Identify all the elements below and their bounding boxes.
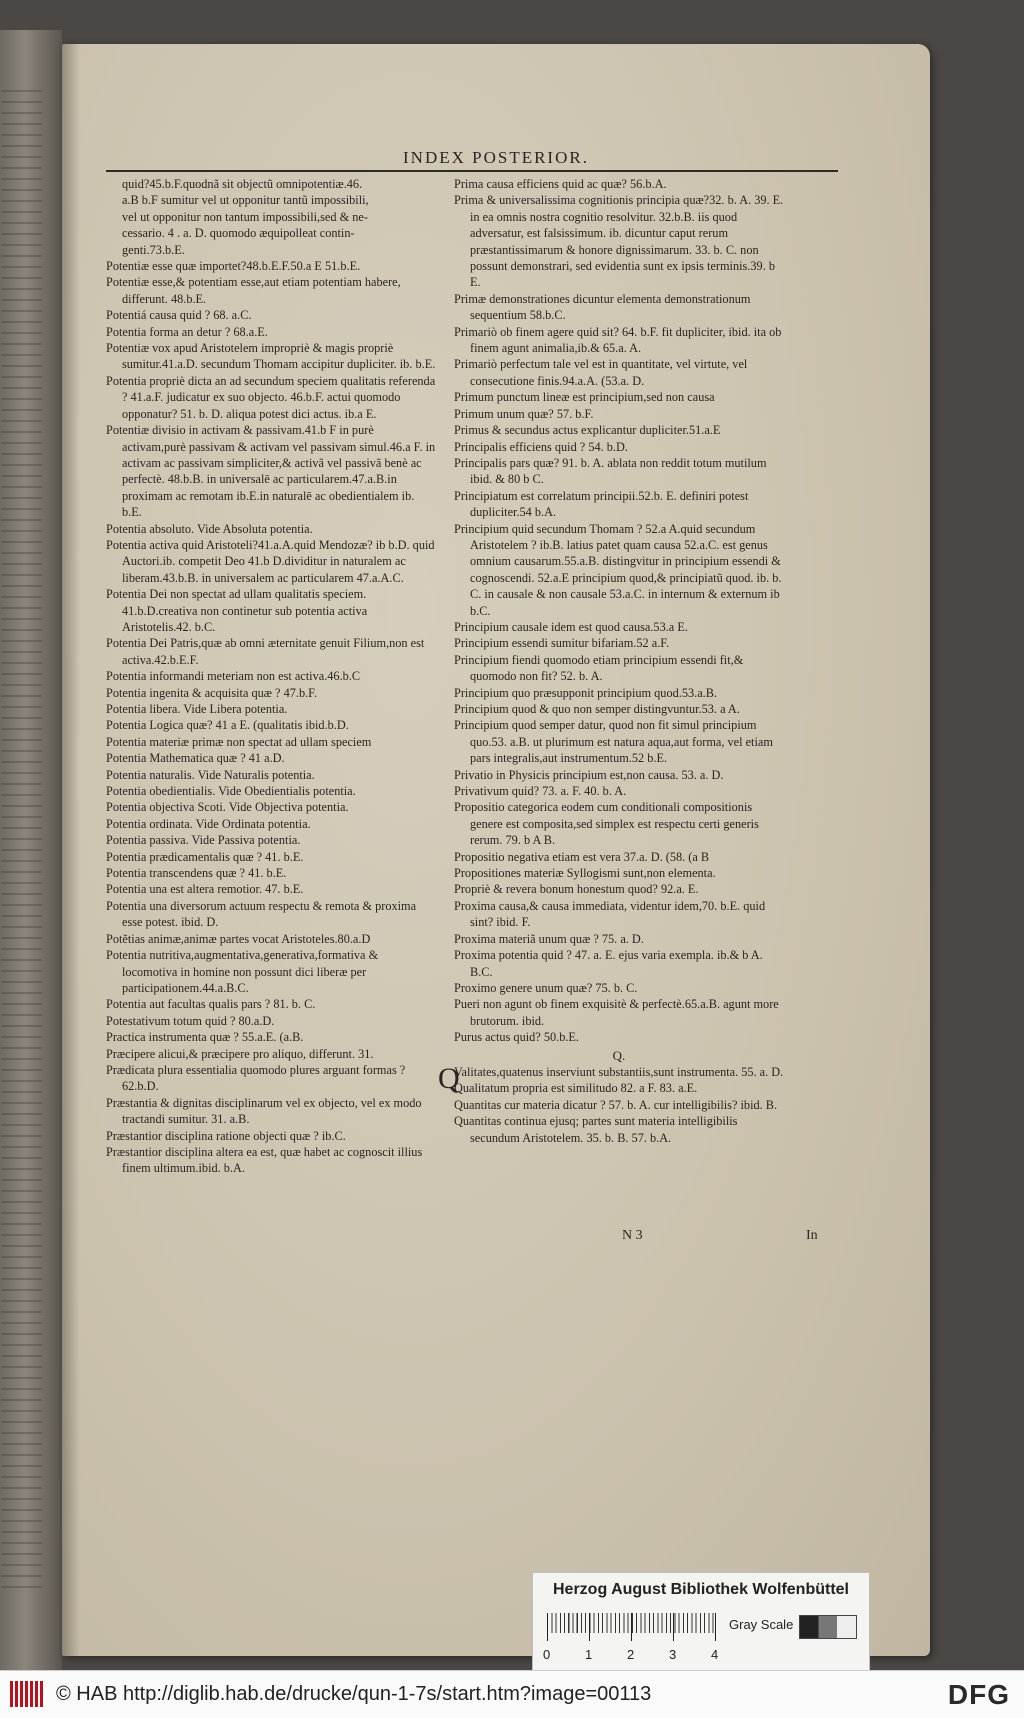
index-entry: Pueri non agunt ob finem exquisitè & perfectè.65.a.B. agunt more brutorum. ibid. — [454, 997, 779, 1028]
index-entry: Propositio negativa etiam est vera 37.a. D. (58. (a B — [454, 849, 710, 864]
index-entry: Principium quod & quo non semper distingvuntur.53. a A. — [454, 702, 740, 716]
index-entry: Principium fiendi quomodo etiam principium essendi fit,& quomodo non fit? 52. b. A. — [454, 652, 744, 684]
index-entry: Potentiæ esse quæ importet?48.b.E.F.50.a E 51.b.E. — [106, 259, 361, 274]
index-entry: Principium quod semper datur, quod non fit simul principium quo.53. a.B. ut plurimum est natura aqua,aut forma, vel etiam pars integralis,aut instrumentum.52 b.E. — [454, 718, 773, 766]
ruler-number: 4 — [711, 1647, 719, 1662]
index-entry: Potentiæ divisio in activam & passivam.41.b F in purè activam,purè passivam & activam vel passivam simul.46.a F. in activam ac passivam simpliciter,& activã vel passivã benè ac perfectè. 48.b.B. in universalē ac particularem.47.a.B.in proximam ac remotam ib.E.in naturalē ac obedientialem ib. b.E. — [106, 423, 436, 520]
index-entry: Qualitatum propria est similitudo 82. a F. 83. a.E. — [454, 1081, 698, 1096]
index-entry: Principium quid secundum Thomam ? 52.a A.quid secundum Aristotelem ? ib.B. latius patet quam causa 52.a.C. est genus omnium causarum.55.a.B. distingvitur in principium essendi & cognoscendi. 52.a.E principium quod,& principiatũ quod. ib. b. C. in causale & non causale 53.a.C. in internum & externum ib b.C. — [454, 521, 782, 618]
index-entry: Principalis efficiens quid ? 54. b.D. — [454, 439, 628, 454]
index-entry: Proximo genere unum quæ? 75. b. C. — [454, 980, 638, 995]
index-entry: Principium causale idem est quod causa.53.a E. — [454, 619, 688, 634]
index-entry: Præstantia & dignitas disciplinarum vel ex objecto, vel ex modo tractandi sumitur. 31. a.B. — [106, 1095, 422, 1127]
ruler-scale — [547, 1613, 717, 1643]
index-entry: Proxima materiã unum quæ ? 75. a. D. — [454, 931, 644, 946]
index-entry: quid?45.b.F.quodnã sit objectũ omnipotentiæ.46. — [122, 177, 363, 191]
index-entry: Primum punctum lineæ est principium,sed non causa — [454, 390, 715, 405]
index-entry: Potentia propriè dicta an ad secundum speciem qualitatis referenda ? 41.a.F. judicatur ex suo objecto. 46.b.F. actui quomodo opponatur? 51. b. D. aliqua potest dici actus. ib.a E. — [106, 373, 436, 421]
index-entry: Potentia una diversorum actuum respectu & remota & proxima esse potest. ibid. D. — [106, 898, 417, 930]
index-entry: Potentia aut facultas qualis pars ? 81. b. C. — [106, 997, 316, 1012]
index-entry: Potentia Dei non spectat ad ullam qualitatis speciem. 41.b.D.creativa non continetur sub potentia activa Aristotelis.42. b.C. — [106, 587, 368, 634]
index-entry: Principium quo præsupponit principium quod.53.a.B. — [454, 685, 718, 700]
ruler-number: 3 — [669, 1647, 677, 1662]
index-entry: Prædicata plura essentialia quomodo plures arguant formas ? 62.b.D. — [106, 1062, 406, 1094]
index-entry: Potentia objectiva Scoti. Vide Objectiva potentia. — [106, 800, 349, 815]
copyright-link[interactable]: © HAB http://diglib.hab.de/drucke/qun-1-7s/start.htm?image=00113 — [56, 1683, 652, 1705]
dfg-logo[interactable]: DFG — [947, 1679, 1010, 1710]
index-entry: Potentia transcendens quæ ? 41. b.E. — [106, 866, 287, 881]
ruler-number: 0 — [543, 1647, 551, 1662]
book-page — [62, 44, 930, 1656]
index-entry: Potentia forma an detur ? 68.a.E. — [106, 324, 268, 339]
index-entry: Potentiá causa quid ? 68. a.C. — [106, 308, 252, 323]
index-entry: Potentia una est altera remotior. 47. b.E. — [106, 882, 304, 897]
index-entry: Potentiæ vox apud Aristotelem impropriè & magis propriè sumitur.41.a.D. secundum Thomam accipitur dupliciter. ib. b.E. — [106, 341, 436, 372]
index-entry: Principalis pars quæ? 91. b. A. ablata non reddit totum mutilum ibid. & 80 b C. — [454, 455, 767, 487]
index-entry: Potentia Logica quæ? 41 a E. (qualitatis ibid.b.D. — [106, 718, 349, 733]
index-entry: Potentia Mathematica quæ ? 41 a.D. — [106, 751, 285, 766]
ruler-numbers — [541, 1647, 731, 1663]
index-entry-text: Valitates,quatenus inserviunt substantiis,sunt instrumenta. 55. a. D. — [454, 1064, 784, 1079]
index-entry: Quantitas continua ejusq; partes sunt materia intelligibilis secundum Aristotelem. 35. b. B. 57. b.A. — [454, 1114, 738, 1145]
gray-scale-swatch — [799, 1615, 857, 1639]
section-letter: Q. — [612, 1047, 626, 1063]
index-entry: Propositio categorica eodem cum conditionali compositionis genere est composita,sed simplex est respectu certi generis rerum. 79. b A B. — [454, 800, 759, 848]
header-rule — [106, 170, 838, 172]
index-entry: Potentia naturalis. Vide Naturalis potentia. — [106, 767, 315, 782]
previous-page-edge — [0, 30, 62, 1670]
index-entry: Primus & secundus actus explicantur dupliciter.51.a.E — [454, 423, 721, 438]
index-entry: Privativum quid? 73. a. F. 40. b. A. — [454, 784, 627, 799]
hab-barcode-logo-icon[interactable] — [10, 1681, 44, 1707]
ruler-number: 1 — [585, 1647, 593, 1662]
footer-bar — [0, 1670, 1024, 1718]
index-entry: Principium essendi sumitur bifariam.52 a.F. — [454, 636, 670, 651]
right-column — [438, 176, 784, 1146]
gray-scale-label: Gray Scale — [729, 1617, 794, 1632]
index-entry: Primum unum quæ? 57. b.F. — [454, 406, 594, 421]
color-target-card — [532, 1572, 870, 1672]
gutter-shadow — [62, 44, 80, 1656]
index-entry: Potentia nutritiva,augmentativa,generativa,formativa & locomotiva in homine non possunt dici liberæ per participationem.44.a.B.C. — [106, 948, 379, 995]
index-entry: Privatio in Physicis principium est,non causa. 53. a. D. — [454, 767, 724, 782]
index-entry: a.B b.F sumitur vel ut opponitur tantũ impossibili, — [122, 193, 369, 208]
ruler-number: 2 — [627, 1647, 635, 1662]
index-entry: Proxima causa,& causa immediata, videntur idem,70. b.E. quid sint? ibid. F. — [454, 898, 766, 930]
index-entry: Prima & universalissima cognitionis principia quæ?32. b. A. 39. E. in ea omnis nostra cognitio resolvitur. 32.b.B. iis quod adversatur, est falsissimum. ib. dicuntur caput rerum præstantissimarum & honore dignissimarum. 33. b. C. non possunt demonstrari, sed evidentia sunt ex ipsis terminis.39. b E. — [454, 193, 784, 290]
index-entry: Potentia materiæ primæ non spectat ad ullam speciem — [106, 734, 372, 749]
index-entry: Potentia Dei Patris,quæ ab omni æternitate genuit Filium,non est activa.42.b.E.F. — [106, 636, 425, 667]
index-entry: Potẽtias animæ,animæ partes vocat Aristoteles.80.a.D — [106, 931, 371, 946]
index-entry: Potentia activa quid Aristoteli?41.a.A.quid Mendozæ? ib b.D. quid Auctori.ib. competit Deo 41.b D.dividitur in naturalem ac liberam.43.b.B. in universalem ac particularem 47.a.A.C. — [106, 537, 435, 585]
signature-mark: N 3 — [622, 1228, 643, 1243]
index-entry: Potentia passiva. Vide Passiva potentia. — [106, 833, 301, 848]
index-entry: Quantitas cur materia dicatur ? 57. b. A. cur intelligibilis? ibid. B. — [454, 1097, 778, 1112]
index-entry: Præstantior disciplina altera ea est, quæ habet ac cognoscit illius finem ultimum.ibid. b.A. — [106, 1144, 423, 1176]
index-entry: Potentia informandi meteriam non est activa.46.b.C — [106, 669, 361, 684]
index-entry: Potestativum totum quid ? 80.a.D. — [106, 1013, 275, 1028]
index-entry: Proxima potentia quid ? 47. a. E. ejus varia exempla. ib.& b A. B.C. — [454, 948, 763, 979]
index-entry: Potentia ordinata. Vide Ordinata potentia. — [106, 816, 311, 831]
drop-capital: Q — [438, 1061, 460, 1095]
index-entry: Propriè & revera bonum honestum quod? 92.a. E. — [454, 882, 699, 897]
index-entry: Præstantior disciplina ratione objecti quæ ? ib.C. — [106, 1128, 346, 1143]
index-entry: Principiatum est correlatum principii.52.b. E. definiri potest dupliciter.54 b.A. — [454, 488, 749, 520]
index-entry: Præcipere alicui,& præcipere pro aliquo, differunt. 31. — [106, 1046, 374, 1061]
catchword: In — [806, 1228, 818, 1243]
running-head: INDEX POSTERIOR. — [403, 148, 589, 167]
index-entry: genti.73.b.E. — [122, 242, 185, 257]
index-entry: Potentia libera. Vide Libera potentia. — [106, 702, 288, 716]
index-entry: Potentia absoluto. Vide Absoluta potentia. — [106, 521, 313, 536]
index-entry: vel ut opponitur non tantum impossibili,sed & ne- — [122, 209, 368, 224]
index-entry: Practica instrumenta quæ ? 55.a.E. (a.B. — [106, 1030, 304, 1045]
library-title: Herzog August Bibliothek Wolfenbüttel — [553, 1581, 849, 1598]
index-entry: Potentia obedientialis. Vide Obedientialis potentia. — [106, 784, 356, 799]
index-entry: Prima causa efficiens quid ac quæ? 56.b.A. — [454, 177, 667, 191]
index-entry: Potentia prædicamentalis quæ ? 41. b.E. — [106, 849, 304, 864]
index-entry: Primariò ob finem agere quid sit? 64. b.F. fit dupliciter, ibid. ita ob finem agunt animalia,ib.& 65.a. A. — [454, 324, 782, 356]
index-entry: Primariò perfectum tale vel est in quantitate, vel virtute, vel consecutione finis.94.a.A. (53.a. D. — [454, 357, 748, 388]
index-entry: Propositiones materiæ Syllogismi sunt,non elementa. — [454, 866, 716, 881]
index-entry: Potentiæ esse,& potentiam esse,aut etiam potentiam habere, differunt. 48.b.E. — [106, 275, 401, 306]
index-entry: cessario. 4 . a. D. quomodo æquipolleat contin- — [122, 226, 355, 241]
left-column — [106, 176, 436, 1177]
index-entry: Purus actus quid? 50.b.E. — [454, 1030, 580, 1045]
index-entry: Potentia ingenita & acquisita quæ ? 47.b.F. — [106, 685, 318, 700]
index-entry: Primæ demonstrationes dicuntur elementa demonstrationum sequentium 58.b.C. — [454, 291, 751, 323]
